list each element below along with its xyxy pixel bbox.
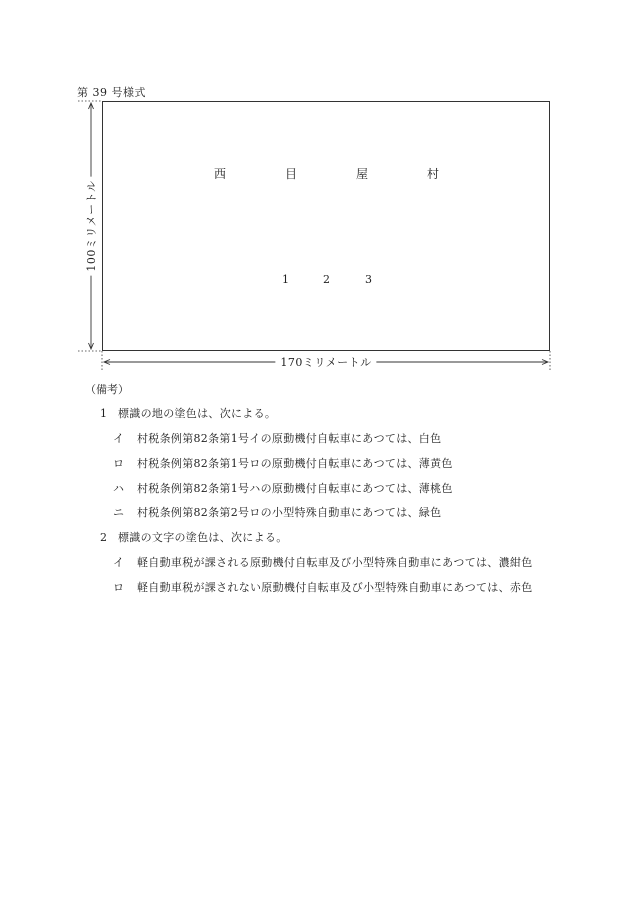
remark-item-1-1-text: 村税条例第82条第1号イの原動機付自転車にあつては、白色 (137, 432, 442, 445)
height-dimension-label: 100ミリメートル (83, 176, 99, 275)
remark-item-1-1 (113, 430, 441, 446)
remark-section-2-text: 標識の文字の塗色は、次による。 (118, 531, 288, 544)
remarks-title: （備考） (85, 383, 129, 396)
remark-section-1-number: 1 (100, 407, 108, 420)
remark-item-1-4-mark: ニ (113, 506, 125, 519)
remark-item-2-2 (113, 579, 533, 595)
remark-item-2-1-mark: イ (113, 556, 125, 569)
width-dimension-label: 170ミリメートル (275, 354, 376, 370)
remark-item-1-3 (113, 480, 453, 496)
plate-name-char-2: 目 (285, 167, 298, 181)
remark-section-2 (100, 529, 288, 545)
remark-section-2-number: 2 (100, 531, 108, 544)
plate-digit-1: 1 (282, 273, 289, 286)
plate-outline (102, 101, 550, 351)
remark-item-1-3-mark: ハ (113, 482, 125, 495)
plate-digit-2: 2 (323, 273, 330, 286)
plate-digit-3: 3 (365, 273, 372, 286)
remark-item-1-3-text: 村税条例第82条第1号ハの原動機付自転車にあつては、薄桃色 (137, 482, 453, 495)
width-arrow-left (104, 360, 110, 365)
remark-item-1-2-mark: ロ (113, 457, 125, 470)
height-arrow-bottom (89, 343, 94, 349)
plate-name-char-1: 西 (214, 167, 227, 181)
remark-item-1-4-text: 村税条例第82条第2号ロの小型特殊自動車にあつては、緑色 (137, 506, 442, 519)
remark-item-1-2-text: 村税条例第82条第1号ロの原動機付自転車にあつては、薄黄色 (137, 457, 453, 470)
remark-item-1-2 (113, 455, 453, 471)
remark-item-1-4 (113, 504, 441, 520)
form-number: 第 39 号様式 (77, 86, 146, 99)
remark-section-1-text: 標識の地の塗色は、次による。 (118, 407, 277, 420)
remark-item-2-2-mark: ロ (113, 581, 125, 594)
width-arrow-right (542, 360, 548, 365)
remark-section-1 (100, 405, 276, 421)
remark-item-2-1 (113, 554, 533, 570)
height-arrow-top (89, 103, 94, 109)
remark-item-1-1-mark: イ (113, 432, 125, 445)
remark-item-2-2-text: 軽自動車税が課されない原動機付自転車及び小型特殊自動車にあつては、赤色 (137, 581, 533, 594)
plate-name-char-3: 屋 (356, 167, 369, 181)
plate-name-char-4: 村 (427, 167, 440, 181)
remark-item-2-1-text: 軽自動車税が課される原動機付自転車及び小型特殊自動車にあつては、濃紺色 (137, 556, 533, 569)
